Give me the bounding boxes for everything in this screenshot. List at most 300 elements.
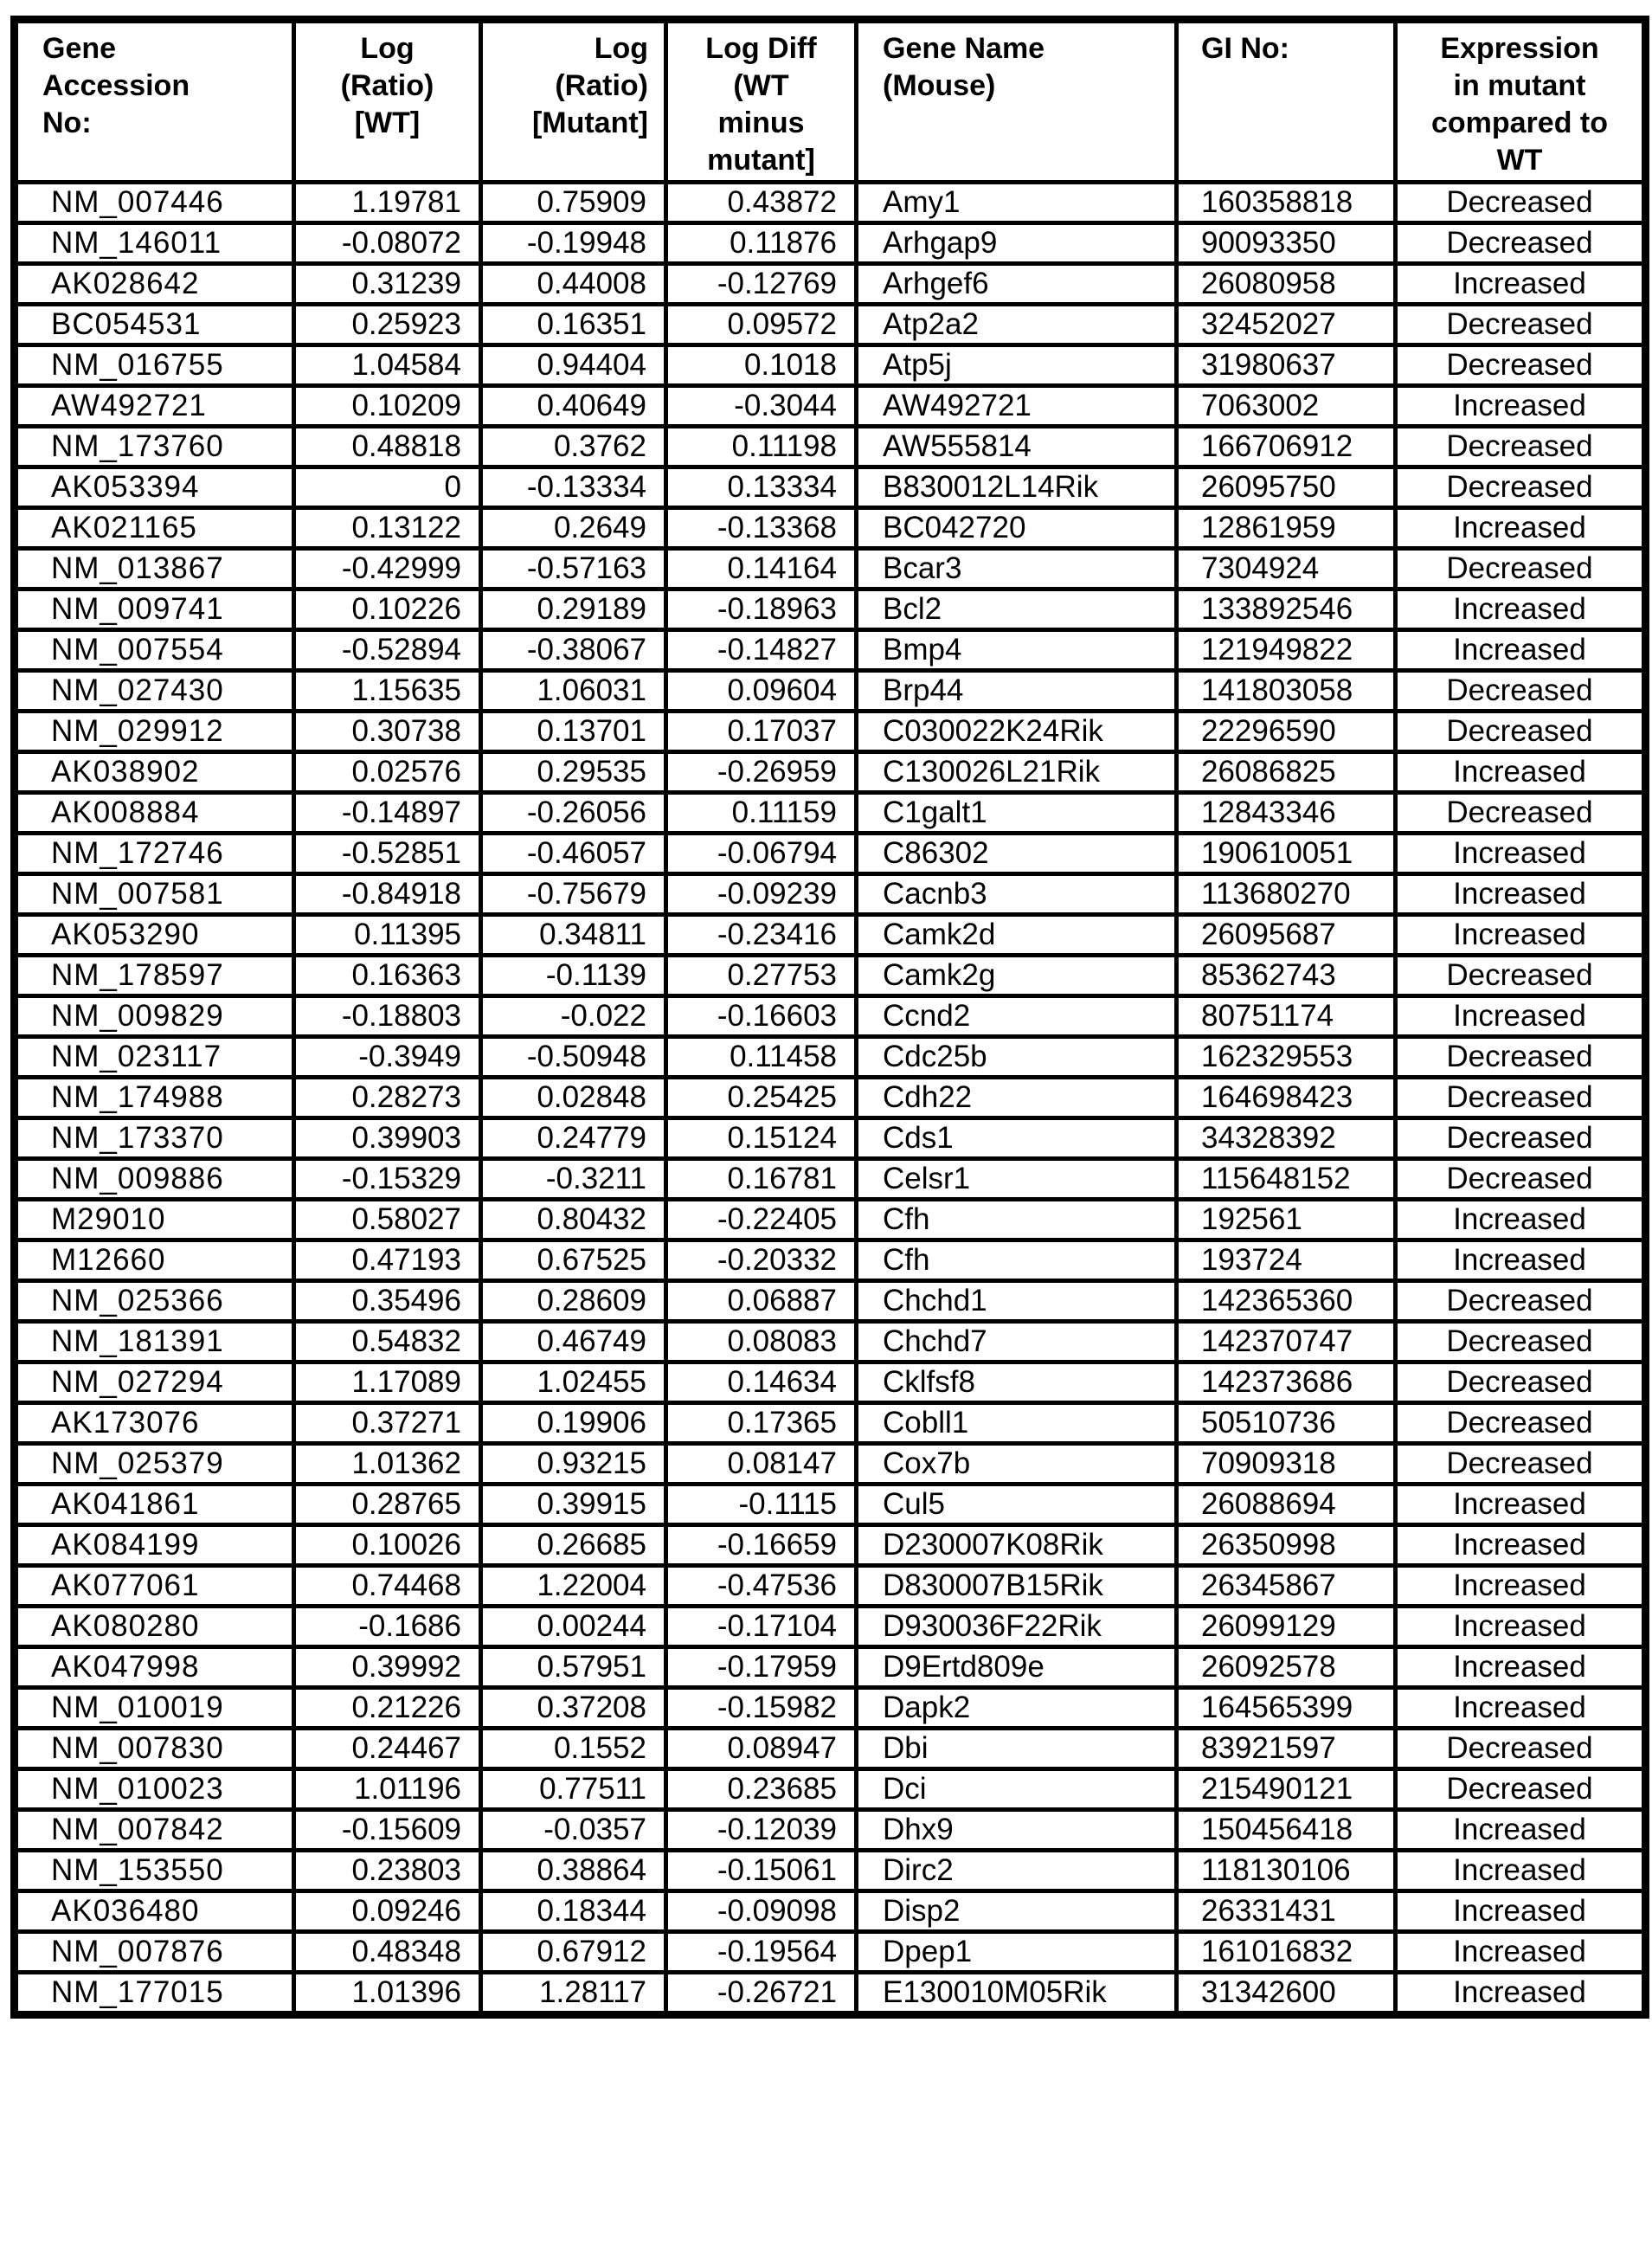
cell-gene-accession: AK053290 (15, 915, 294, 956)
table-row (15, 996, 1646, 1037)
cell-gene-accession: AK173076 (15, 1403, 294, 1444)
cell-log-ratio-wt: -0.52894 (294, 630, 481, 671)
cell-gi-no: 161016832 (1177, 1932, 1396, 1973)
cell-gene-name: Amy1 (857, 183, 1177, 223)
table-row (15, 223, 1646, 264)
cell-gene-name: D930036F22Rik (857, 1607, 1177, 1647)
cell-log-diff: 0.13334 (666, 467, 857, 508)
table-row (15, 508, 1646, 549)
cell-expression: Decreased (1396, 1322, 1646, 1362)
cell-gene-accession: NM_010023 (15, 1769, 294, 1810)
table-row (15, 345, 1646, 386)
cell-log-ratio-mutant: 0.29535 (481, 752, 666, 793)
cell-expression: Decreased (1396, 793, 1646, 834)
cell-log-ratio-mutant: 0.26685 (481, 1525, 666, 1566)
cell-gene-name: Cul5 (857, 1485, 1177, 1525)
cell-log-diff: -0.18963 (666, 589, 857, 630)
cell-log-ratio-mutant: 1.22004 (481, 1566, 666, 1607)
cell-expression: Decreased (1396, 1159, 1646, 1200)
cell-expression: Increased (1396, 1200, 1646, 1240)
cell-gi-no: 141803058 (1177, 671, 1396, 712)
cell-gene-accession: NM_153550 (15, 1851, 294, 1891)
cell-log-ratio-wt: -0.42999 (294, 549, 481, 589)
cell-gene-name: Cfh (857, 1200, 1177, 1240)
cell-gi-no: 12843346 (1177, 793, 1396, 834)
cell-expression: Increased (1396, 1485, 1646, 1525)
cell-log-ratio-wt: 1.01362 (294, 1444, 481, 1485)
cell-expression: Decreased (1396, 223, 1646, 264)
cell-log-ratio-wt: 0.02576 (294, 752, 481, 793)
cell-gene-name: BC042720 (857, 508, 1177, 549)
cell-gene-name: B830012L14Rik (857, 467, 1177, 508)
cell-log-diff: -0.22405 (666, 1200, 857, 1240)
cell-expression: Increased (1396, 589, 1646, 630)
table-row (15, 1566, 1646, 1607)
cell-gene-accession: NM_013867 (15, 549, 294, 589)
cell-expression: Decreased (1396, 1729, 1646, 1769)
cell-gi-no: 142370747 (1177, 1322, 1396, 1362)
cell-expression: Decreased (1396, 1118, 1646, 1159)
cell-log-diff: 0.11876 (666, 223, 857, 264)
table-row (15, 671, 1646, 712)
col-header-log-ratio-mutant: Log (Ratio) [Mutant] (481, 20, 666, 183)
cell-gene-accession: NM_172746 (15, 834, 294, 874)
cell-gene-accession: AK008884 (15, 793, 294, 834)
cell-log-ratio-mutant: 0.40649 (481, 386, 666, 427)
cell-log-diff: -0.19564 (666, 1932, 857, 1973)
cell-gi-no: 166706912 (1177, 427, 1396, 467)
cell-log-ratio-wt: 0.10026 (294, 1525, 481, 1566)
cell-log-ratio-wt: -0.15609 (294, 1810, 481, 1851)
cell-log-ratio-mutant: 0.80432 (481, 1200, 666, 1240)
cell-gi-no: 193724 (1177, 1240, 1396, 1281)
cell-gene-name: Bcar3 (857, 549, 1177, 589)
cell-log-ratio-wt: -0.1686 (294, 1607, 481, 1647)
cell-log-ratio-wt: 0.11395 (294, 915, 481, 956)
cell-log-ratio-mutant: 0.39915 (481, 1485, 666, 1525)
cell-gi-no: 160358818 (1177, 183, 1396, 223)
cell-gene-name: Atp2a2 (857, 305, 1177, 345)
cell-expression: Increased (1396, 508, 1646, 549)
table-row (15, 1362, 1646, 1403)
cell-gene-accession: NM_007554 (15, 630, 294, 671)
cell-gene-accession: NM_009741 (15, 589, 294, 630)
cell-gi-no: 26088694 (1177, 1485, 1396, 1525)
cell-log-ratio-mutant: 1.02455 (481, 1362, 666, 1403)
cell-log-diff: -0.15061 (666, 1851, 857, 1891)
cell-gene-name: Cds1 (857, 1118, 1177, 1159)
table-row (15, 712, 1646, 752)
table-row (15, 1485, 1646, 1525)
cell-log-ratio-mutant: 0.34811 (481, 915, 666, 956)
cell-gene-accession: NM_173370 (15, 1118, 294, 1159)
cell-expression: Decreased (1396, 956, 1646, 996)
cell-gi-no: 7304924 (1177, 549, 1396, 589)
cell-gene-name: Dbi (857, 1729, 1177, 1769)
cell-expression: Decreased (1396, 1362, 1646, 1403)
cell-log-ratio-wt: 0.30738 (294, 712, 481, 752)
cell-gene-name: Cfh (857, 1240, 1177, 1281)
table-row (15, 1078, 1646, 1118)
cell-gene-name: Bcl2 (857, 589, 1177, 630)
gene-expression-table (10, 16, 1649, 2019)
cell-log-diff: 0.15124 (666, 1118, 857, 1159)
cell-expression: Decreased (1396, 305, 1646, 345)
table-body (15, 183, 1646, 2015)
cell-gene-accession: AK084199 (15, 1525, 294, 1566)
cell-expression: Decreased (1396, 427, 1646, 467)
cell-gi-no: 121949822 (1177, 630, 1396, 671)
table-row (15, 1281, 1646, 1322)
cell-log-diff: -0.06794 (666, 834, 857, 874)
cell-log-ratio-wt: 0.37271 (294, 1403, 481, 1444)
col-header-expression: Expression in mutant compared to WT (1396, 20, 1646, 183)
cell-gene-accession: NM_023117 (15, 1037, 294, 1078)
table-row (15, 1688, 1646, 1729)
cell-expression: Increased (1396, 1688, 1646, 1729)
table-row (15, 467, 1646, 508)
cell-expression: Decreased (1396, 345, 1646, 386)
table-row (15, 793, 1646, 834)
cell-gene-accession: NM_146011 (15, 223, 294, 264)
cell-gi-no: 118130106 (1177, 1851, 1396, 1891)
cell-gene-accession: AK053394 (15, 467, 294, 508)
cell-log-ratio-mutant: 0.77511 (481, 1769, 666, 1810)
cell-log-diff: -0.16603 (666, 996, 857, 1037)
table-row (15, 1118, 1646, 1159)
cell-gi-no: 142365360 (1177, 1281, 1396, 1322)
cell-log-diff: 0.27753 (666, 956, 857, 996)
cell-gi-no: 31980637 (1177, 345, 1396, 386)
cell-gene-accession: AK047998 (15, 1647, 294, 1688)
cell-expression: Increased (1396, 264, 1646, 305)
cell-log-diff: -0.16659 (666, 1525, 857, 1566)
cell-gene-accession: AK028642 (15, 264, 294, 305)
cell-gene-name: Dci (857, 1769, 1177, 1810)
cell-gi-no: 22296590 (1177, 712, 1396, 752)
cell-expression: Increased (1396, 1810, 1646, 1851)
table-row (15, 1403, 1646, 1444)
cell-gene-accession: NM_029912 (15, 712, 294, 752)
cell-gene-accession: NM_009829 (15, 996, 294, 1037)
cell-expression: Increased (1396, 1851, 1646, 1891)
cell-gene-accession: M29010 (15, 1200, 294, 1240)
cell-expression: Increased (1396, 1525, 1646, 1566)
cell-log-ratio-wt: 1.19781 (294, 183, 481, 223)
cell-gene-accession: AK036480 (15, 1891, 294, 1932)
cell-log-ratio-mutant: 0.37208 (481, 1688, 666, 1729)
cell-log-ratio-mutant: 0.57951 (481, 1647, 666, 1688)
cell-gene-accession: NM_016755 (15, 345, 294, 386)
cell-log-ratio-wt: -0.14897 (294, 793, 481, 834)
cell-log-diff: 0.14634 (666, 1362, 857, 1403)
cell-gi-no: 70909318 (1177, 1444, 1396, 1485)
cell-gi-no: 162329553 (1177, 1037, 1396, 1078)
cell-gene-name: Atp5j (857, 345, 1177, 386)
cell-gene-accession: NM_007830 (15, 1729, 294, 1769)
cell-log-ratio-wt: 0.09246 (294, 1891, 481, 1932)
cell-log-ratio-mutant: 0.16351 (481, 305, 666, 345)
cell-gene-name: Cacnb3 (857, 874, 1177, 915)
cell-log-ratio-mutant: 0.02848 (481, 1078, 666, 1118)
cell-log-ratio-mutant: -0.46057 (481, 834, 666, 874)
cell-log-ratio-mutant: 0.29189 (481, 589, 666, 630)
cell-gene-name: Camk2g (857, 956, 1177, 996)
cell-log-ratio-wt: 0.13122 (294, 508, 481, 549)
cell-log-ratio-mutant: 0.24779 (481, 1118, 666, 1159)
table-header (15, 20, 1646, 183)
cell-log-ratio-mutant: 1.28117 (481, 1973, 666, 2015)
cell-expression: Decreased (1396, 183, 1646, 223)
table-row (15, 1240, 1646, 1281)
cell-log-ratio-mutant: -0.0357 (481, 1810, 666, 1851)
cell-log-diff: -0.3044 (666, 386, 857, 427)
table-row (15, 1159, 1646, 1200)
cell-log-ratio-mutant: -0.50948 (481, 1037, 666, 1078)
table-row (15, 1851, 1646, 1891)
cell-gi-no: 26095750 (1177, 467, 1396, 508)
cell-log-diff: -0.09098 (666, 1891, 857, 1932)
cell-expression: Increased (1396, 752, 1646, 793)
cell-gi-no: 113680270 (1177, 874, 1396, 915)
cell-log-ratio-mutant: 0.94404 (481, 345, 666, 386)
cell-gene-accession: NM_009886 (15, 1159, 294, 1200)
table-row (15, 1769, 1646, 1810)
cell-log-ratio-mutant: 0.18344 (481, 1891, 666, 1932)
cell-log-diff: 0.25425 (666, 1078, 857, 1118)
table-row (15, 874, 1646, 915)
cell-gi-no: 34328392 (1177, 1118, 1396, 1159)
cell-log-ratio-wt: 0.39992 (294, 1647, 481, 1688)
cell-log-ratio-wt: 0.25923 (294, 305, 481, 345)
cell-gi-no: 133892546 (1177, 589, 1396, 630)
table-row (15, 305, 1646, 345)
table-row (15, 1973, 1646, 2015)
cell-log-diff: -0.26959 (666, 752, 857, 793)
cell-log-diff: -0.14827 (666, 630, 857, 671)
cell-log-ratio-wt: 1.01396 (294, 1973, 481, 2015)
cell-gene-accession: AK077061 (15, 1566, 294, 1607)
cell-log-ratio-mutant: -0.1139 (481, 956, 666, 996)
cell-gene-name: D830007B15Rik (857, 1566, 1177, 1607)
cell-log-ratio-mutant: 0.3762 (481, 427, 666, 467)
cell-log-diff: -0.09239 (666, 874, 857, 915)
cell-gene-accession: NM_007876 (15, 1932, 294, 1973)
cell-gi-no: 26092578 (1177, 1647, 1396, 1688)
cell-log-diff: -0.20332 (666, 1240, 857, 1281)
cell-log-diff: 0.17365 (666, 1403, 857, 1444)
cell-log-ratio-wt: 0.24467 (294, 1729, 481, 1769)
cell-gene-name: Dapk2 (857, 1688, 1177, 1729)
table-row (15, 427, 1646, 467)
cell-gene-accession: NM_178597 (15, 956, 294, 996)
col-header-gene-name: Gene Name (Mouse) (857, 20, 1177, 183)
cell-gene-name: Cklfsf8 (857, 1362, 1177, 1403)
cell-log-ratio-wt: -0.3949 (294, 1037, 481, 1078)
table-row (15, 1444, 1646, 1485)
table-row (15, 1525, 1646, 1566)
cell-log-diff: -0.1115 (666, 1485, 857, 1525)
cell-gene-accession: NM_181391 (15, 1322, 294, 1362)
cell-log-diff: 0.08083 (666, 1322, 857, 1362)
cell-log-ratio-mutant: 0.46749 (481, 1322, 666, 1362)
scanned-document-page (10, 16, 1649, 2019)
table-row (15, 386, 1646, 427)
cell-gene-name: Camk2d (857, 915, 1177, 956)
cell-gene-name: AW555814 (857, 427, 1177, 467)
cell-log-ratio-mutant: 0.67912 (481, 1932, 666, 1973)
table-row (15, 1891, 1646, 1932)
cell-log-diff: -0.13368 (666, 508, 857, 549)
cell-log-ratio-mutant: -0.3211 (481, 1159, 666, 1200)
cell-log-ratio-wt: 0.23803 (294, 1851, 481, 1891)
cell-gi-no: 26350998 (1177, 1525, 1396, 1566)
cell-expression: Increased (1396, 1566, 1646, 1607)
cell-log-diff: -0.47536 (666, 1566, 857, 1607)
cell-log-ratio-mutant: 0.00244 (481, 1607, 666, 1647)
cell-gi-no: 7063002 (1177, 386, 1396, 427)
cell-log-diff: 0.16781 (666, 1159, 857, 1200)
cell-gi-no: 26331431 (1177, 1891, 1396, 1932)
cell-gene-name: Dpep1 (857, 1932, 1177, 1973)
cell-log-ratio-wt: 0.10209 (294, 386, 481, 427)
cell-gene-accession: NM_007842 (15, 1810, 294, 1851)
cell-log-ratio-mutant: -0.26056 (481, 793, 666, 834)
cell-log-ratio-wt: 1.15635 (294, 671, 481, 712)
cell-gene-name: Arhgef6 (857, 264, 1177, 305)
cell-log-ratio-wt: 0.28273 (294, 1078, 481, 1118)
cell-log-ratio-mutant: 0.75909 (481, 183, 666, 223)
table-row (15, 1037, 1646, 1078)
cell-gi-no: 164698423 (1177, 1078, 1396, 1118)
cell-log-ratio-mutant: 1.06031 (481, 671, 666, 712)
cell-log-diff: 0.43872 (666, 183, 857, 223)
cell-log-ratio-wt: 0.74468 (294, 1566, 481, 1607)
cell-log-ratio-mutant: 0.28609 (481, 1281, 666, 1322)
cell-gene-name: Disp2 (857, 1891, 1177, 1932)
table-row (15, 1647, 1646, 1688)
cell-log-ratio-mutant: -0.75679 (481, 874, 666, 915)
cell-expression: Decreased (1396, 1037, 1646, 1078)
table-row (15, 834, 1646, 874)
cell-gene-name: Dirc2 (857, 1851, 1177, 1891)
cell-log-diff: -0.17104 (666, 1607, 857, 1647)
cell-gi-no: 80751174 (1177, 996, 1396, 1037)
cell-expression: Decreased (1396, 1078, 1646, 1118)
cell-log-ratio-mutant: -0.38067 (481, 630, 666, 671)
cell-log-ratio-wt: -0.84918 (294, 874, 481, 915)
cell-gene-name: D230007K08Rik (857, 1525, 1177, 1566)
cell-expression: Increased (1396, 834, 1646, 874)
cell-log-ratio-mutant: -0.13334 (481, 467, 666, 508)
table-row (15, 1810, 1646, 1851)
cell-log-ratio-wt: 0.35496 (294, 1281, 481, 1322)
cell-gi-no: 26086825 (1177, 752, 1396, 793)
col-header-log-ratio-wt: Log (Ratio) [WT] (294, 20, 481, 183)
cell-gene-name: Brp44 (857, 671, 1177, 712)
table-row (15, 1607, 1646, 1647)
cell-log-ratio-wt: 1.04584 (294, 345, 481, 386)
cell-expression: Decreased (1396, 1281, 1646, 1322)
col-header-log-diff: Log Diff (WT minus mutant] (666, 20, 857, 183)
cell-expression: Increased (1396, 1240, 1646, 1281)
cell-log-ratio-wt: 0.54832 (294, 1322, 481, 1362)
cell-gene-name: Bmp4 (857, 630, 1177, 671)
cell-log-diff: 0.08147 (666, 1444, 857, 1485)
cell-expression: Decreased (1396, 467, 1646, 508)
cell-log-ratio-mutant: -0.57163 (481, 549, 666, 589)
table-row (15, 752, 1646, 793)
cell-log-ratio-mutant: 0.44008 (481, 264, 666, 305)
cell-log-ratio-wt: 0.47193 (294, 1240, 481, 1281)
cell-log-ratio-wt: 0.21226 (294, 1688, 481, 1729)
cell-log-ratio-wt: 0.48818 (294, 427, 481, 467)
cell-expression: Increased (1396, 874, 1646, 915)
cell-gene-accession: AK038902 (15, 752, 294, 793)
header-row (15, 20, 1646, 183)
table-row (15, 589, 1646, 630)
cell-log-diff: 0.08947 (666, 1729, 857, 1769)
cell-expression: Increased (1396, 1647, 1646, 1688)
cell-gi-no: 115648152 (1177, 1159, 1396, 1200)
cell-gi-no: 90093350 (1177, 223, 1396, 264)
cell-gene-accession: NM_173760 (15, 427, 294, 467)
cell-log-diff: 0.11198 (666, 427, 857, 467)
table-row (15, 1200, 1646, 1240)
cell-log-diff: -0.17959 (666, 1647, 857, 1688)
cell-log-ratio-wt: 0.48348 (294, 1932, 481, 1973)
cell-gene-name: Ccnd2 (857, 996, 1177, 1037)
cell-log-ratio-mutant: 0.13701 (481, 712, 666, 752)
table-row (15, 1729, 1646, 1769)
cell-gi-no: 150456418 (1177, 1810, 1396, 1851)
cell-log-ratio-wt: -0.08072 (294, 223, 481, 264)
cell-gene-name: Cox7b (857, 1444, 1177, 1485)
cell-log-ratio-wt: 0.28765 (294, 1485, 481, 1525)
cell-gene-name: Cdh22 (857, 1078, 1177, 1118)
cell-expression: Increased (1396, 915, 1646, 956)
cell-log-ratio-mutant: -0.19948 (481, 223, 666, 264)
cell-log-diff: 0.09604 (666, 671, 857, 712)
cell-expression: Decreased (1396, 1444, 1646, 1485)
cell-log-diff: -0.12039 (666, 1810, 857, 1851)
cell-gi-no: 26095687 (1177, 915, 1396, 956)
cell-log-ratio-mutant: 0.19906 (481, 1403, 666, 1444)
cell-gene-name: Chchd1 (857, 1281, 1177, 1322)
cell-gene-accession: AK021165 (15, 508, 294, 549)
cell-log-ratio-wt: 0.39903 (294, 1118, 481, 1159)
cell-expression: Increased (1396, 1973, 1646, 2015)
cell-expression: Decreased (1396, 671, 1646, 712)
cell-gene-accession: NM_025366 (15, 1281, 294, 1322)
table-row (15, 183, 1646, 223)
cell-gi-no: 190610051 (1177, 834, 1396, 874)
cell-log-diff: -0.26721 (666, 1973, 857, 2015)
cell-gene-name: AW492721 (857, 386, 1177, 427)
cell-gi-no: 142373686 (1177, 1362, 1396, 1403)
cell-gi-no: 26099129 (1177, 1607, 1396, 1647)
table-row (15, 915, 1646, 956)
cell-log-diff: -0.15982 (666, 1688, 857, 1729)
cell-gi-no: 50510736 (1177, 1403, 1396, 1444)
cell-expression: Decreased (1396, 1403, 1646, 1444)
cell-gene-accession: NM_010019 (15, 1688, 294, 1729)
cell-gene-name: C86302 (857, 834, 1177, 874)
cell-gene-name: Cdc25b (857, 1037, 1177, 1078)
cell-gene-accession: AW492721 (15, 386, 294, 427)
cell-gene-name: D9Ertd809e (857, 1647, 1177, 1688)
cell-expression: Increased (1396, 996, 1646, 1037)
